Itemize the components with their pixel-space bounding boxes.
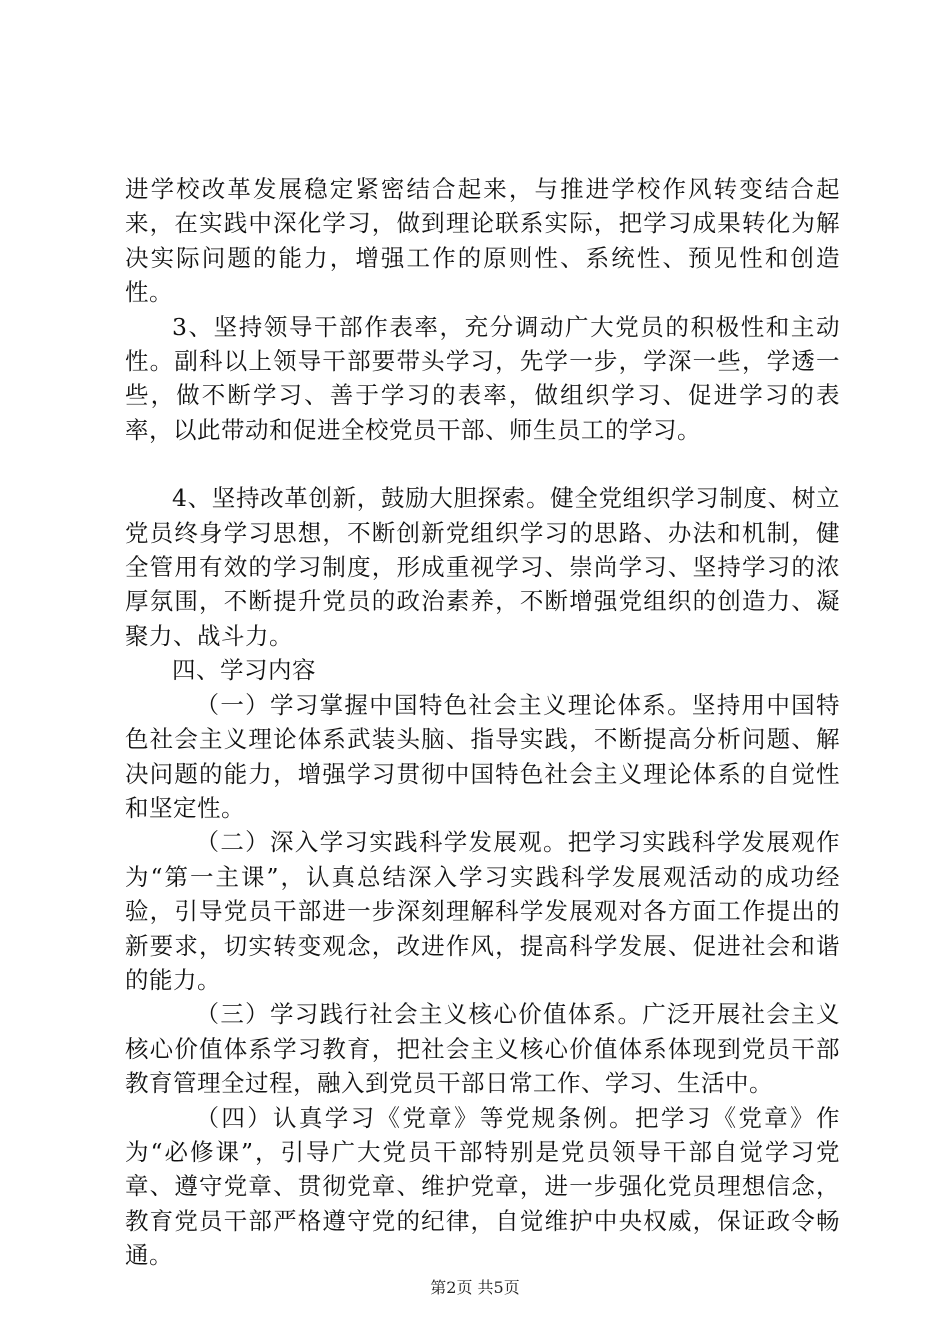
page-number-label: 第2页 共5页 — [430, 1278, 520, 1297]
paragraph-subitem-2: （二）深入学习实践科学发展观。把学习实践科学发展观作为“第一主课”，认真总结深入学习实践科学发展观活动的成功经验，引导党员干部进一步深刻理解科学发展观对各方面工作提出的新要求，切实转变观念，改进作风，提高科学发展、促进社会和谐的能力。 — [125, 828, 840, 994]
paragraph-item-3: 3、坚持领导干部作表率，充分调动广大党员的积极性和主动性。副科以上领导干部要带头学习，先学一步，学深一些，学透一些，做不断学习、善于学习的表率，做组织学习、促进学习的表率，以此带动和促进全校党员干部、师生员工的学习。 — [125, 312, 840, 444]
paragraph-subitem-1: （一）学习掌握中国特色社会主义理论体系。坚持用中国特色社会主义理论体系武装头脑、指导实践，不断提高分析问题、解决问题的能力，增强学习贯彻中国特色社会主义理论体系的自觉性和坚定性。 — [125, 690, 840, 822]
paragraph-subitem-3: （三）学习践行社会主义核心价值体系。广泛开展社会主义核心价值体系学习教育，把社会主义核心价值体系体现到党员干部教育管理全过程，融入到党员干部日常工作、学习、生活中。 — [125, 1000, 840, 1098]
paragraph-item-4: 4、坚持改革创新，鼓励大胆探索。健全党组织学习制度、树立党员终身学习思想，不断创新党组织学习的思路、办法和机制，健全管用有效的学习制度，形成重视学习、崇尚学习、坚持学习的浓厚氛围，不断提升党员的政治素养，不断增强党组织的创造力、凝聚力、战斗力。 — [125, 484, 840, 650]
paragraph-continuation: 进学校改革发展稳定紧密结合起来，与推进学校作风转变结合起来，在实践中深化学习，做到理论联系实际，把学习成果转化为解决实际问题的能力，增强工作的原则性、系统性、预见性和创造性。 — [125, 175, 840, 307]
document-body — [125, 172, 840, 1273]
paragraph-subitem-4: （四）认真学习《党章》等党规条例。把学习《党章》作为“必修课”，引导广大党员干部特别是党员领导干部自觉学习党章、遵守党章、贯彻党章、维护党章，进一步强化党员理想信念，教育党员干部严格遵守党的纪律，自觉维护中央权威，保证政令畅通。 — [125, 1103, 840, 1270]
section-heading-learning-content: 四、学习内容 — [172, 656, 316, 685]
page-footer — [0, 1275, 950, 1298]
